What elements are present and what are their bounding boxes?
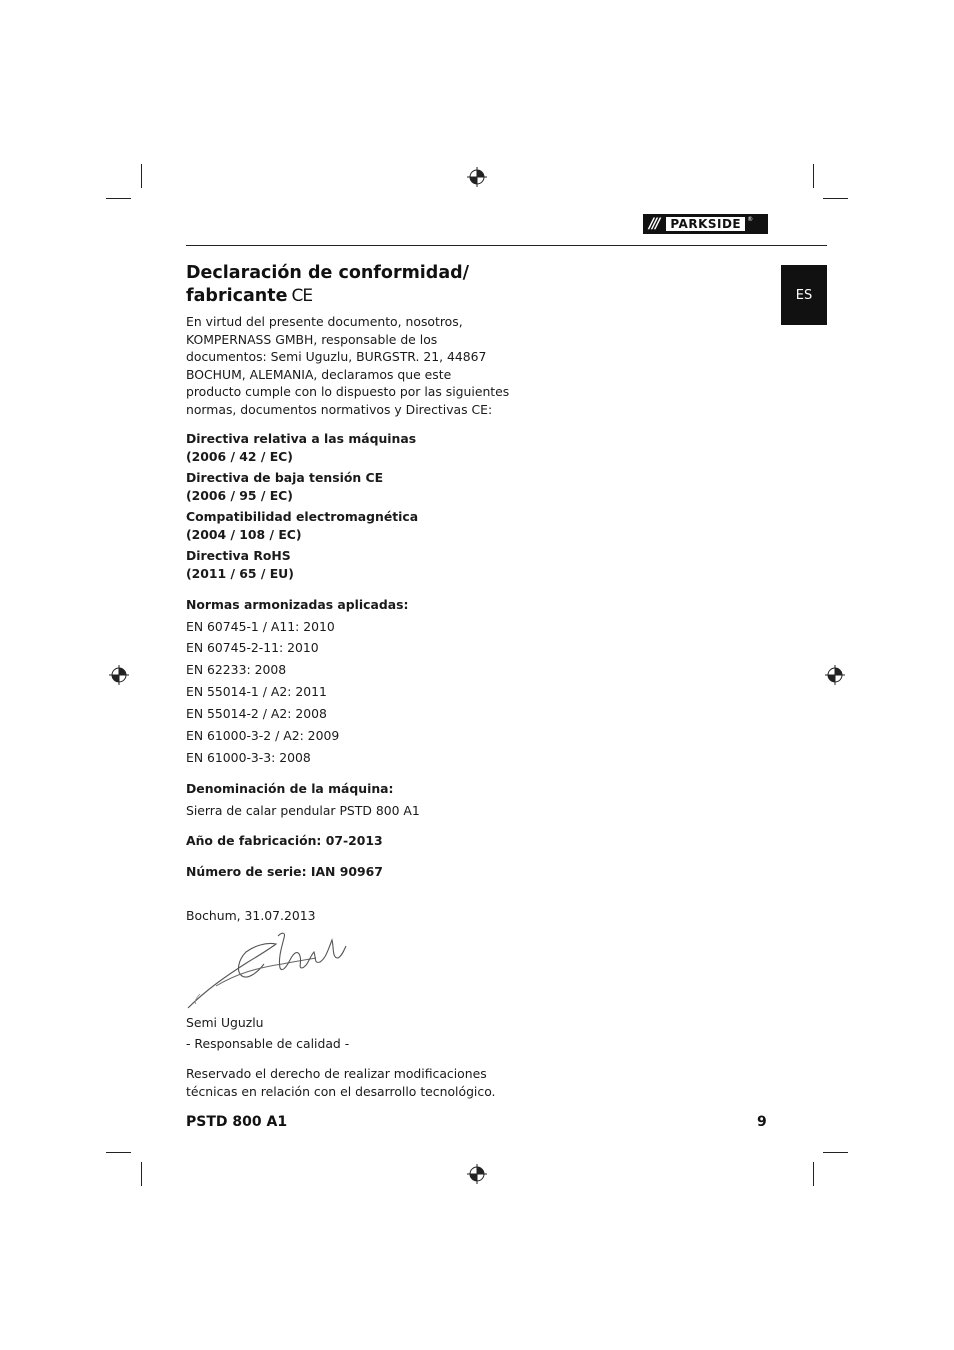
signatory-role: - Responsable de calidad - bbox=[186, 1036, 350, 1051]
standard-item: EN 55014-1 / A2: 2011 bbox=[186, 684, 327, 699]
crop-mark bbox=[813, 164, 814, 188]
directive-item: Directiva relativa a las máquinas (2006 / 42 / EC) bbox=[186, 431, 417, 464]
signatory-name: Semi Uguzlu bbox=[186, 1015, 264, 1030]
directive-item: Directiva de baja tensión CE (2006 / 95 / EC) bbox=[186, 470, 384, 503]
standard-item: EN 60745-1 / A11: 2010 bbox=[186, 619, 335, 634]
standard-item: EN 55014-2 / A2: 2008 bbox=[186, 706, 327, 721]
ce-mark-icon: CE bbox=[291, 286, 313, 306]
registration-mark-icon bbox=[467, 167, 487, 187]
registration-mark-icon bbox=[109, 665, 129, 685]
registration-mark-icon bbox=[825, 665, 845, 685]
disclaimer: Reservado el derecho de realizar modificaciones técnicas en relación con el desarrollo tecnológico. bbox=[186, 1066, 496, 1099]
registered-mark: ® bbox=[747, 216, 754, 223]
registration-mark-icon bbox=[467, 1164, 487, 1184]
title-line-2: fabricante CE bbox=[186, 286, 313, 306]
signature-image bbox=[186, 928, 356, 1012]
serial-number: Número de serie: IAN 90967 bbox=[186, 864, 383, 879]
machine-value: Sierra de calar pendular PSTD 800 A1 bbox=[186, 803, 420, 818]
crop-mark bbox=[823, 1152, 848, 1153]
logo-wordmark bbox=[666, 217, 745, 231]
directive-item: Compatibilidad electromagnética (2004 / 108 / EC) bbox=[186, 509, 419, 542]
machine-heading: Denominación de la máquina: bbox=[186, 781, 394, 796]
standard-item: EN 61000-3-2 / A2: 2009 bbox=[186, 728, 340, 743]
header-rule bbox=[186, 245, 827, 246]
standards-heading: Normas armonizadas aplicadas: bbox=[186, 597, 409, 612]
crop-mark bbox=[106, 1152, 131, 1153]
logo-slashes: /// bbox=[649, 216, 659, 232]
standard-item: EN 61000-3-3: 2008 bbox=[186, 750, 311, 765]
page-number: 9 bbox=[757, 1114, 767, 1130]
crop-mark bbox=[813, 1162, 814, 1186]
crop-mark bbox=[106, 198, 131, 199]
standard-item: EN 60745-2-11: 2010 bbox=[186, 640, 319, 655]
crop-mark bbox=[823, 198, 848, 199]
page-title bbox=[186, 262, 469, 308]
place-date: Bochum, 31.07.2013 bbox=[186, 908, 316, 923]
title-line-1: Declaración de conformidad/ bbox=[186, 263, 470, 283]
standard-item: EN 62233: 2008 bbox=[186, 662, 287, 677]
crop-mark bbox=[141, 164, 142, 188]
directive-item: Directiva RoHS (2011 / 65 / EU) bbox=[186, 548, 294, 581]
crop-mark bbox=[141, 1162, 142, 1186]
language-tab: ES bbox=[781, 265, 827, 325]
parkside-logo bbox=[643, 214, 768, 234]
logo-text: PARKSIDE bbox=[670, 217, 742, 231]
intro-paragraph: En virtud del presente documento, nosotros, KOMPERNASS GMBH, responsable de los documentos: Semi Uguzlu, BURGSTR. 21, 44867 BOCHUM, ALEMANIA, declaramos que este producto cumple con lo dispuesto por las siguientes normas, documentos normativos y Directivas CE: bbox=[186, 314, 510, 417]
manufacture-year: Año de fabricación: 07-2013 bbox=[186, 833, 383, 848]
footer-model: PSTD 800 A1 bbox=[186, 1114, 288, 1130]
